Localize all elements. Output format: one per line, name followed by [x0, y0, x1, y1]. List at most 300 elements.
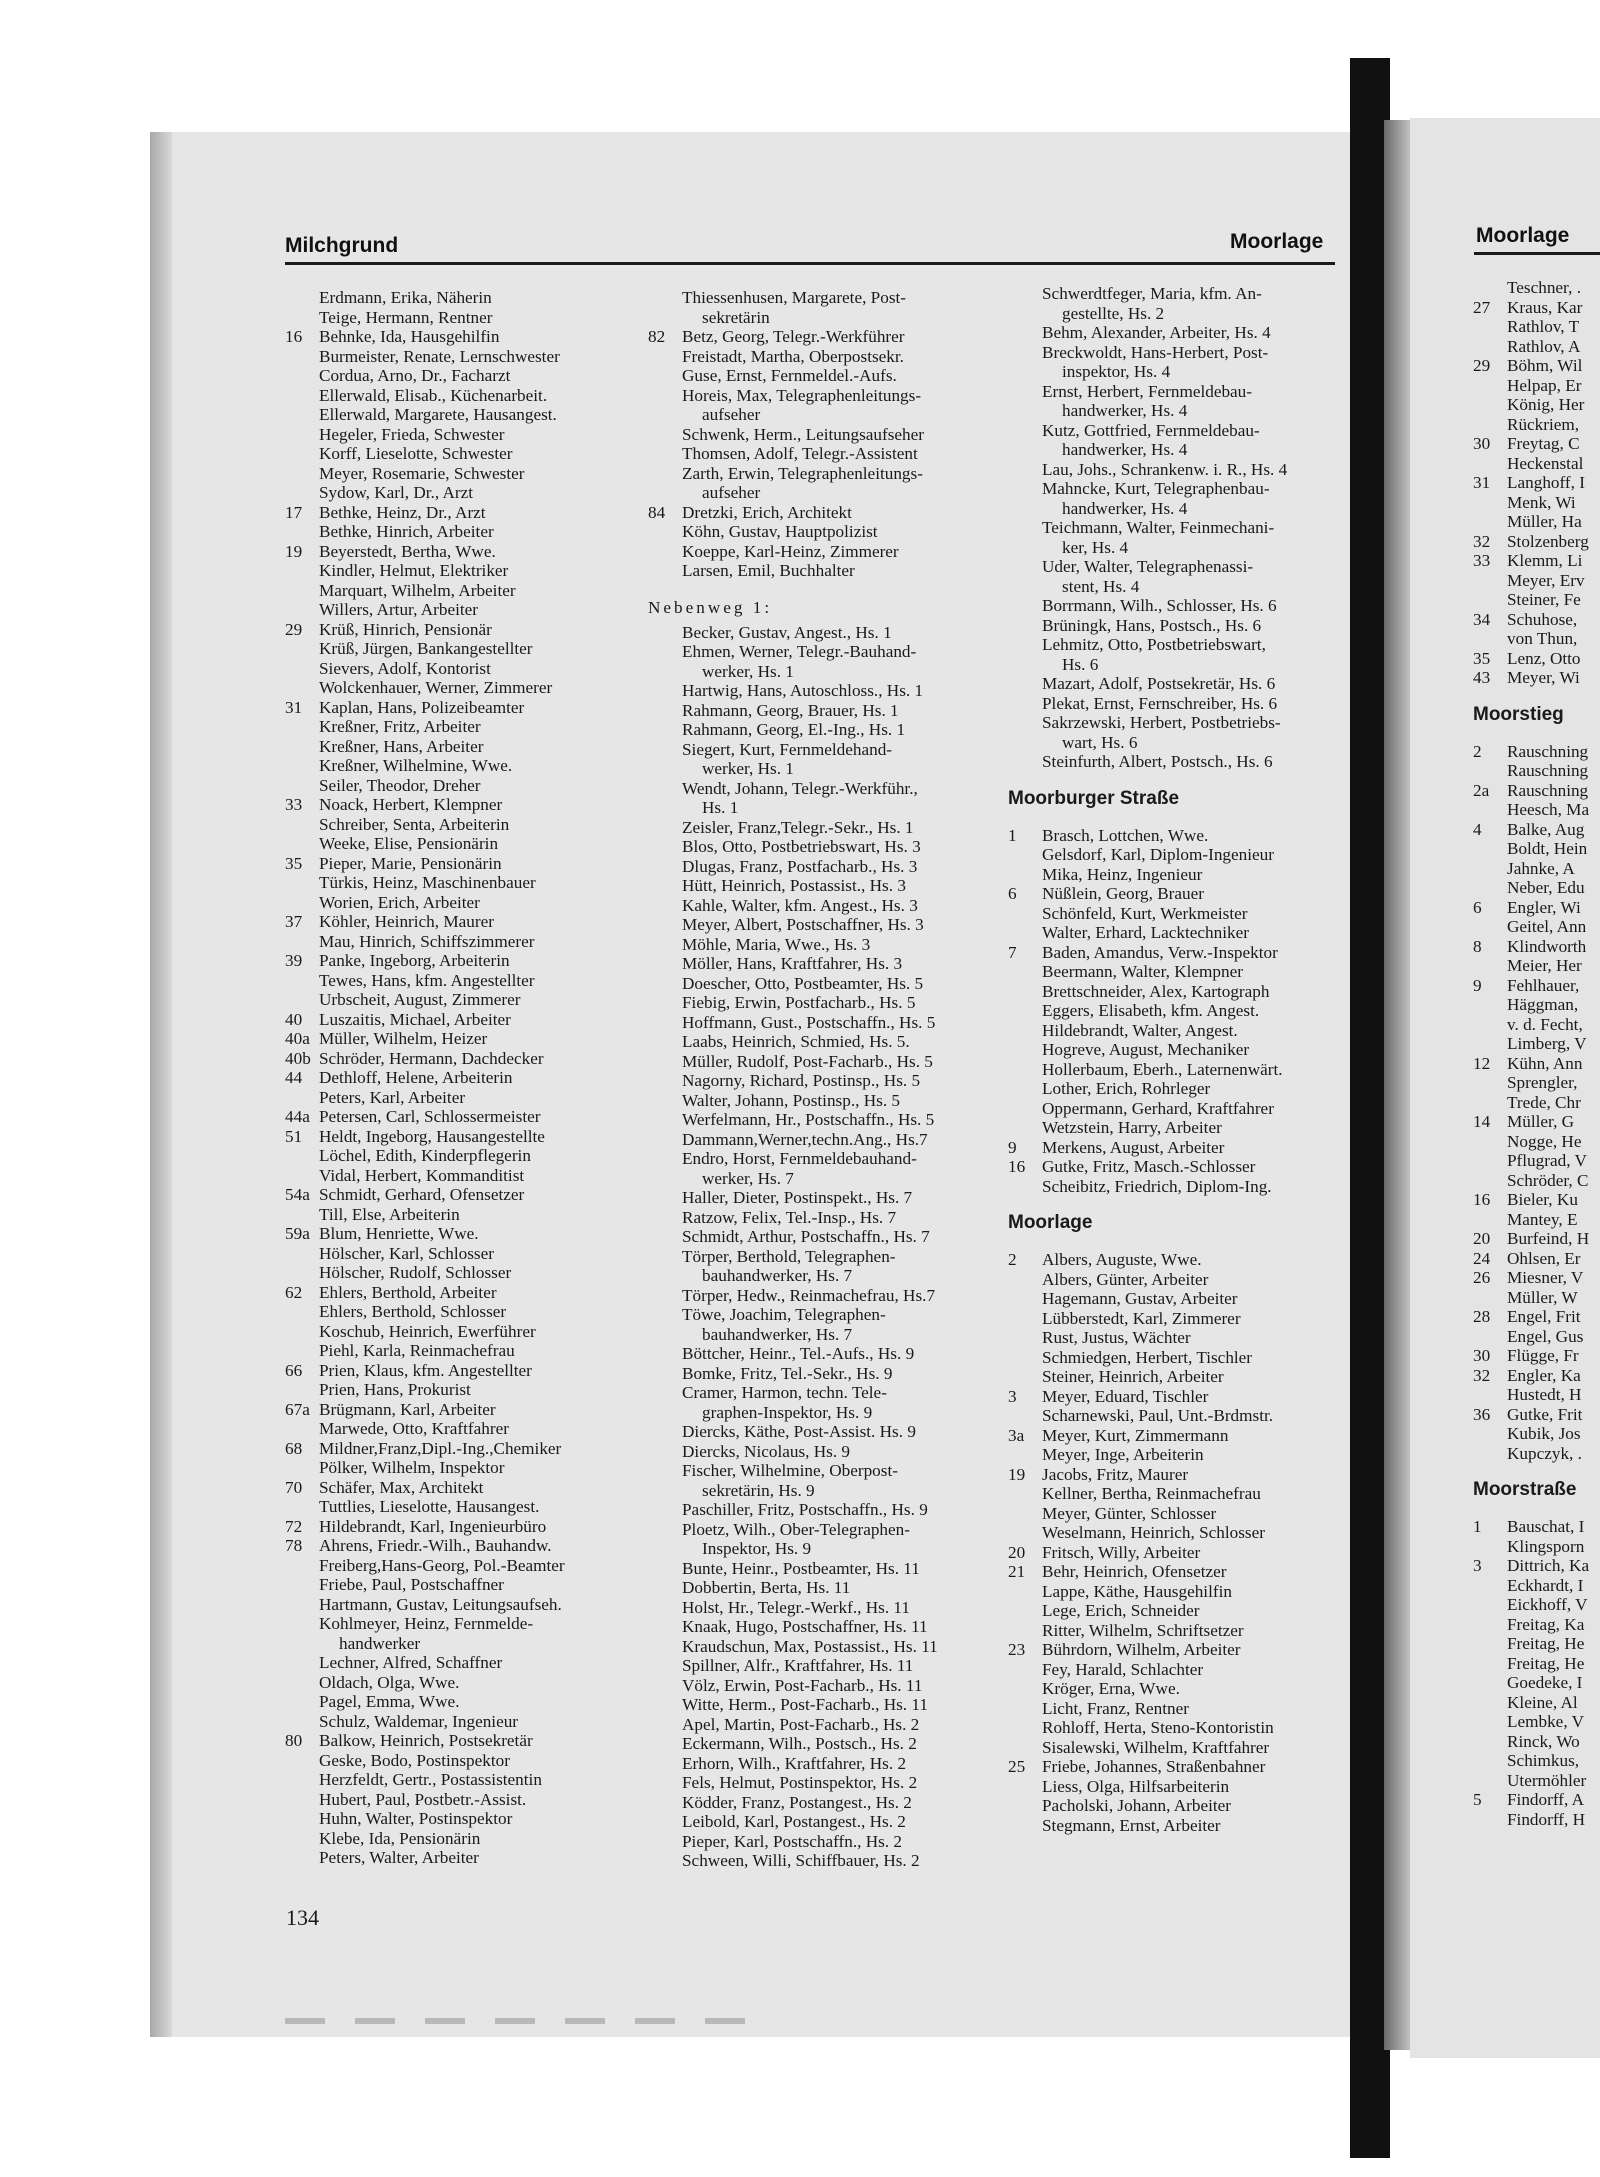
directory-entry	[648, 662, 998, 682]
house-number	[1473, 1424, 1507, 1444]
resident-entry: stent, Hs. 4	[1062, 576, 1140, 596]
directory-entry	[1008, 1348, 1348, 1368]
directory-entry	[1473, 976, 1600, 996]
resident-entry: Menk, Wi	[1507, 492, 1576, 512]
house-number	[1008, 1079, 1042, 1099]
directory-entry	[1473, 337, 1600, 357]
house-number	[1008, 1738, 1042, 1758]
right-page-column	[1473, 278, 1600, 1829]
house-number	[285, 1263, 319, 1283]
resident-entry: Geske, Bodo, Postinspektor	[319, 1750, 510, 1770]
house-number	[285, 561, 319, 581]
house-number	[285, 386, 319, 406]
directory-entry	[648, 1422, 998, 1442]
directory-entry	[1473, 995, 1600, 1015]
directory-entry	[648, 1110, 998, 1130]
house-number	[285, 308, 319, 328]
resident-entry: Doescher, Otto, Postbeamter, Hs. 5	[682, 973, 924, 993]
resident-entry: Schönfeld, Kurt, Werkmeister	[1042, 903, 1248, 923]
resident-entry: Klindworth	[1507, 936, 1587, 956]
directory-entry	[1008, 982, 1348, 1002]
directory-entry	[1008, 904, 1348, 924]
directory-entry	[648, 1052, 998, 1072]
resident-entry: Sisalewski, Wilhelm, Kraftfahrer	[1042, 1737, 1270, 1757]
resident-entry: Behr, Heinrich, Ofensetzer	[1042, 1562, 1227, 1581]
directory-entry	[1473, 1634, 1600, 1654]
house-number	[1008, 1679, 1042, 1699]
house-number	[1008, 1001, 1042, 1021]
directory-entry	[285, 951, 640, 971]
left-page-edge	[150, 132, 172, 2037]
resident-entry: Rathlov, A	[1507, 336, 1581, 356]
directory-entry	[648, 759, 998, 779]
resident-entry: Teichmann, Walter, Feinmechani-	[1042, 518, 1275, 537]
resident-entry: Oppermann, Gerhard, Kraftfahrer	[1042, 1098, 1274, 1118]
directory-entry	[648, 876, 998, 896]
directory-entry	[1473, 1171, 1600, 1191]
house-number	[648, 483, 682, 503]
house-number: 2a	[1473, 780, 1490, 800]
house-number	[285, 1673, 319, 1693]
resident-entry: Kutz, Gottfried, Fernmeldebau-	[1042, 420, 1260, 440]
resident-entry: Brügmann, Karl, Arbeiter	[319, 1399, 496, 1419]
resident-entry: Tewes, Hans, kfm. Angestellter	[319, 970, 535, 990]
resident-entry: Lenz, Otto	[1507, 648, 1581, 668]
house-number	[1473, 1615, 1507, 1635]
house-number	[648, 1481, 682, 1501]
directory-entry	[1473, 742, 1600, 762]
resident-entry: Ratzow, Felix, Tel.-Insp., Hs. 7	[682, 1207, 897, 1227]
resident-entry: Rückriem,	[1507, 414, 1580, 434]
directory-entry	[285, 444, 640, 464]
directory-entry	[1473, 1537, 1600, 1557]
house-number	[1008, 1445, 1042, 1465]
directory-entry	[285, 1673, 640, 1693]
directory-entry	[1008, 1177, 1348, 1197]
house-number	[1008, 1660, 1042, 1680]
directory-entry	[1473, 1810, 1600, 1830]
house-number	[648, 1500, 682, 1520]
house-number	[1473, 512, 1507, 532]
resident-entry: Witte, Herm., Post-Facharb., Hs. 11	[682, 1695, 928, 1714]
directory-entry	[1473, 1112, 1600, 1132]
resident-entry: Freistadt, Martha, Oberpostsekr.	[682, 346, 904, 366]
directory-entry	[1473, 551, 1600, 571]
resident-entry: Kreßner, Hans, Arbeiter	[319, 736, 484, 756]
house-number	[648, 623, 682, 643]
resident-entry: Kraudschun, Max, Postassist., Hs. 11	[682, 1636, 938, 1656]
house-number	[285, 1205, 319, 1225]
house-number	[1473, 590, 1507, 610]
directory-entry	[1008, 304, 1348, 324]
resident-entry: Kaplan, Hans, Polizeibeamter	[319, 697, 525, 717]
house-number: 30	[1473, 434, 1491, 453]
resident-entry: Köhler, Heinrich, Maurer	[319, 912, 494, 931]
resident-entry: Eggers, Elisabeth, kfm. Angest.	[1042, 1001, 1260, 1020]
resident-entry: Trede, Chr	[1507, 1092, 1581, 1112]
directory-entry	[1008, 518, 1348, 538]
directory-entry	[285, 327, 640, 347]
house-number: 12	[1473, 1053, 1491, 1073]
resident-entry: Ahrens, Friedr.-Wilh., Bauhandw.	[319, 1536, 552, 1555]
house-number	[1473, 1073, 1507, 1093]
house-number	[1008, 1021, 1042, 1041]
house-number	[648, 681, 682, 701]
directory-entry	[648, 1247, 998, 1267]
house-number	[1008, 1348, 1042, 1368]
house-number	[648, 1325, 682, 1345]
house-number	[648, 1130, 682, 1150]
house-number	[648, 935, 682, 955]
house-number	[1008, 460, 1042, 480]
house-number: 17	[285, 502, 303, 522]
resident-entry: Sydow, Karl, Dr., Arzt	[319, 483, 474, 502]
directory-entry	[1008, 1816, 1348, 1836]
directory-entry	[648, 720, 998, 740]
directory-entry	[648, 974, 998, 994]
resident-entry: Korff, Lieselotte, Schwester	[319, 444, 513, 463]
directory-entry	[1473, 434, 1600, 454]
resident-entry: Nagorny, Richard, Postinsp., Hs. 5	[682, 1071, 921, 1090]
house-number	[648, 1578, 682, 1598]
directory-entry	[1473, 1654, 1600, 1674]
directory-entry	[1008, 323, 1348, 343]
resident-entry: Lehmitz, Otto, Postbetriebswart,	[1042, 635, 1266, 654]
house-number	[285, 425, 319, 445]
resident-entry: Hütt, Heinrich, Postassist., Hs. 3	[682, 876, 906, 895]
street-heading	[1008, 1196, 1348, 1250]
resident-entry: Böhm, Wil	[1507, 356, 1583, 375]
house-number	[285, 1458, 319, 1478]
house-number	[285, 405, 319, 425]
house-number: 3a	[1008, 1425, 1025, 1445]
house-number	[1008, 1270, 1042, 1290]
house-number: 3	[1008, 1386, 1017, 1406]
resident-entry: Breckwoldt, Hans-Herbert, Post-	[1042, 342, 1269, 362]
resident-entry: Friebe, Johannes, Straßenbahner	[1042, 1757, 1266, 1776]
resident-entry: Heckenstal	[1507, 453, 1584, 473]
directory-entry	[1473, 800, 1600, 820]
directory-entry	[1008, 694, 1348, 714]
directory-entry	[285, 425, 640, 445]
resident-entry: Utermöhler	[1507, 1770, 1587, 1790]
directory-entry	[285, 1575, 640, 1595]
resident-entry: Kahle, Walter, kfm. Angest., Hs. 3	[682, 895, 918, 915]
resident-entry: Krüß, Jürgen, Bankangestellter	[319, 639, 533, 658]
resident-entry: Hoffmann, Gust., Postschaffn., Hs. 5	[682, 1012, 936, 1032]
column-1	[285, 288, 640, 1868]
house-number	[1008, 577, 1042, 597]
house-number: 20	[1008, 1542, 1026, 1562]
resident-entry: Liess, Olga, Hilfsarbeiterin	[1042, 1776, 1230, 1796]
directory-entry	[1473, 1229, 1600, 1249]
directory-entry	[285, 1439, 640, 1459]
heading-text: Moorlage	[1008, 1212, 1093, 1234]
resident-entry: Findorff, H	[1507, 1809, 1585, 1829]
directory-entry	[1008, 1465, 1348, 1485]
resident-entry: inspektor, Hs. 4	[1062, 362, 1171, 381]
resident-entry: Scharnewski, Paul, Unt.-Brdmstr.	[1042, 1406, 1274, 1425]
directory-entry	[1473, 356, 1600, 376]
directory-entry	[1008, 343, 1348, 363]
house-number	[648, 1071, 682, 1091]
directory-entry	[285, 1790, 640, 1810]
resident-entry: Bunte, Heinr., Postbeamter, Hs. 11	[682, 1558, 920, 1578]
directory-entry	[648, 1032, 998, 1052]
resident-entry: handwerker, Hs. 4	[1062, 401, 1188, 420]
resident-entry: Ehlers, Berthold, Schlosser	[319, 1302, 507, 1321]
resident-entry: Werfelmann, Hr., Postschaffn., Hs. 5	[682, 1110, 935, 1129]
resident-entry: Blum, Henriette, Wwe.	[319, 1224, 479, 1243]
house-number: 59a	[285, 1224, 310, 1243]
directory-entry	[1008, 884, 1348, 904]
directory-entry	[285, 1458, 640, 1478]
directory-entry	[1473, 1288, 1600, 1308]
house-number	[1473, 1034, 1507, 1054]
directory-entry	[1008, 1406, 1348, 1426]
resident-entry: Geitel, Ann	[1507, 917, 1587, 936]
house-number	[285, 717, 319, 737]
directory-entry	[1473, 1790, 1600, 1810]
house-number: 82	[648, 327, 666, 346]
resident-entry: gestellte, Hs. 2	[1062, 303, 1165, 323]
resident-entry: handwerker	[339, 1633, 421, 1653]
directory-entry	[1008, 499, 1348, 519]
directory-entry	[648, 386, 998, 406]
directory-entry	[648, 1793, 998, 1813]
resident-entry: Ellerwald, Margarete, Hausangest.	[319, 405, 557, 424]
house-number	[285, 1322, 319, 1342]
house-number	[1473, 1673, 1507, 1693]
directory-entry	[1008, 1367, 1348, 1387]
directory-entry	[648, 1637, 998, 1657]
directory-entry	[285, 288, 640, 308]
house-number	[648, 1169, 682, 1189]
house-number	[1008, 1484, 1042, 1504]
house-number: 66	[285, 1360, 303, 1380]
directory-entry	[285, 1224, 640, 1244]
spacer	[648, 581, 998, 593]
directory-entry	[285, 1497, 640, 1517]
house-number	[648, 1032, 682, 1052]
resident-entry: Brüningk, Hans, Postsch., Hs. 6	[1042, 615, 1262, 635]
house-number	[1473, 1771, 1507, 1791]
directory-entry	[648, 1481, 998, 1501]
directory-entry	[285, 854, 640, 874]
house-number	[648, 1110, 682, 1130]
resident-entry: Walter, Erhard, Lacktechniker	[1042, 923, 1249, 942]
resident-entry: Möhle, Maria, Wwe., Hs. 3	[682, 934, 871, 954]
house-number	[648, 1617, 682, 1637]
directory-entry	[1473, 1405, 1600, 1425]
resident-entry: Prien, Hans, Prokurist	[319, 1380, 471, 1399]
resident-entry: Knaak, Hugo, Postschaffner, Hs. 11	[682, 1617, 928, 1636]
house-number	[648, 1188, 682, 1208]
directory-entry	[648, 1617, 998, 1637]
directory-entry	[648, 1520, 998, 1540]
house-number	[1008, 440, 1042, 460]
resident-entry: Wolckenhauer, Werner, Zimmerer	[319, 678, 553, 697]
resident-entry: Herzfeldt, Gertr., Postassistentin	[319, 1770, 542, 1789]
directory-entry	[285, 1029, 640, 1049]
resident-entry: Tuttlies, Lieselotte, Hausangest.	[319, 1497, 540, 1516]
resident-entry: Rohloff, Herta, Steno-Kontoristin	[1042, 1718, 1274, 1737]
resident-entry: Nogge, He	[1507, 1131, 1582, 1151]
house-number	[1473, 995, 1507, 1015]
house-number	[648, 542, 682, 562]
resident-entry: Meyer, Wi	[1507, 668, 1580, 687]
resident-entry: Mika, Heinz, Ingenieur	[1042, 864, 1203, 884]
column-2	[648, 288, 998, 1871]
house-number: 23	[1008, 1640, 1026, 1659]
resident-entry: Mantey, E	[1507, 1209, 1578, 1229]
resident-entry: Kreßner, Wilhelmine, Wwe.	[319, 756, 513, 775]
house-number	[285, 1634, 319, 1654]
directory-entry	[1008, 1445, 1348, 1465]
house-number	[648, 798, 682, 818]
house-number	[648, 642, 682, 662]
resident-entry: Steinfurth, Albert, Postsch., Hs. 6	[1042, 752, 1273, 771]
house-number: 62	[285, 1282, 303, 1302]
resident-entry: Hölscher, Karl, Schlosser	[319, 1243, 494, 1263]
directory-entry	[648, 1578, 998, 1598]
directory-entry	[285, 1068, 640, 1088]
house-number	[285, 932, 319, 952]
resident-entry: Pacholski, Johann, Arbeiter	[1042, 1796, 1232, 1815]
directory-entry	[1008, 733, 1348, 753]
house-number	[648, 1637, 682, 1657]
directory-entry	[1008, 845, 1348, 865]
house-number	[285, 1751, 319, 1771]
resident-entry: Krüß, Hinrich, Pensionär	[319, 619, 492, 639]
directory-entry	[648, 740, 998, 760]
house-number	[285, 347, 319, 367]
resident-entry: Friebe, Paul, Postschaffner	[319, 1575, 504, 1594]
resident-entry: Müller, G	[1507, 1112, 1575, 1131]
house-number	[1008, 1582, 1042, 1602]
resident-entry: Lechner, Alfred, Schaffner	[319, 1653, 503, 1672]
house-number	[1473, 376, 1507, 396]
resident-entry: Balke, Aug	[1507, 819, 1585, 839]
resident-entry: Hölscher, Rudolf, Schlosser	[319, 1263, 512, 1282]
directory-entry	[285, 1127, 640, 1147]
directory-entry	[648, 1812, 998, 1832]
house-number	[1473, 1693, 1507, 1713]
heading-text: Moorburger Straße	[1008, 787, 1180, 809]
house-number: 72	[285, 1516, 303, 1536]
resident-entry: Dittrich, Ka	[1507, 1556, 1590, 1575]
house-number	[1473, 859, 1507, 879]
resident-entry: Fritsch, Willy, Arbeiter	[1042, 1542, 1201, 1562]
house-number	[648, 1305, 682, 1325]
house-number: 1	[1008, 825, 1017, 845]
directory-entry	[285, 1166, 640, 1186]
directory-entry	[648, 327, 998, 347]
resident-entry: Sievers, Adolf, Kontorist	[319, 658, 491, 678]
resident-entry: Ehlers, Berthold, Arbeiter	[319, 1282, 497, 1302]
resident-entry: Hustedt, H	[1507, 1385, 1582, 1404]
directory-entry	[285, 893, 640, 913]
directory-entry	[285, 795, 640, 815]
house-number	[648, 1422, 682, 1442]
directory-entry	[1008, 1118, 1348, 1138]
directory-entry	[1008, 1679, 1348, 1699]
house-number	[1008, 518, 1042, 538]
resident-entry: Endro, Horst, Fernmeldebauhand-	[682, 1149, 917, 1168]
directory-entry	[648, 1734, 998, 1754]
directory-entry	[285, 971, 640, 991]
house-number	[285, 1575, 319, 1595]
resident-entry: Erdmann, Erika, Näherin	[319, 288, 492, 307]
resident-entry: Köhn, Gustav, Hauptpolizist	[682, 522, 878, 541]
running-header-left: Milchgrund	[285, 234, 399, 257]
resident-entry: Teschner, .	[1507, 278, 1581, 297]
directory-entry	[648, 1695, 998, 1715]
directory-entry	[648, 915, 998, 935]
house-number: 1	[1473, 1517, 1482, 1536]
resident-entry: Zarth, Erwin, Telegraphenleitungs-	[682, 463, 923, 483]
resident-entry: Schulz, Waldemar, Ingenieur	[319, 1711, 519, 1731]
house-number	[648, 662, 682, 682]
house-number	[648, 1676, 682, 1696]
directory-entry	[1473, 1556, 1600, 1576]
directory-entry	[1473, 1444, 1600, 1464]
house-number: 25	[1008, 1757, 1026, 1776]
directory-entry	[285, 1049, 640, 1069]
directory-entry	[1473, 590, 1600, 610]
directory-entry	[1008, 826, 1348, 846]
directory-entry	[285, 600, 640, 620]
house-number	[648, 1773, 682, 1793]
house-number	[648, 1247, 682, 1267]
resident-entry: Schreiber, Senta, Arbeiterin	[319, 814, 510, 834]
resident-entry: Freitag, He	[1507, 1653, 1585, 1673]
resident-entry: Diercks, Nicolaus, Hs. 9	[682, 1441, 851, 1461]
resident-entry: Törper, Hedw., Reinmachefrau, Hs.7	[682, 1285, 936, 1305]
resident-entry: Fels, Helmut, Postinspektor, Hs. 2	[682, 1773, 918, 1792]
resident-entry: wart, Hs. 6	[1062, 732, 1138, 752]
directory-entry	[1008, 1099, 1348, 1119]
directory-entry	[285, 1595, 640, 1615]
house-number	[285, 366, 319, 386]
resident-entry: Meyer, Rosemarie, Schwester	[319, 463, 525, 483]
street-heading	[1473, 688, 1600, 742]
directory-entry	[1473, 1673, 1600, 1693]
directory-entry	[285, 659, 640, 679]
directory-entry	[285, 1380, 640, 1400]
directory-entry	[285, 1536, 640, 1556]
resident-entry: Mazart, Adolf, Postsekretär, Hs. 6	[1042, 674, 1276, 693]
resident-entry: Helpap, Er	[1507, 375, 1582, 395]
directory-entry	[1473, 376, 1600, 396]
house-number	[648, 1656, 682, 1676]
directory-entry	[1473, 898, 1600, 918]
directory-entry	[1473, 839, 1600, 859]
resident-entry: Hs. 1	[702, 798, 739, 817]
directory-entry	[1008, 1138, 1348, 1158]
directory-entry	[1473, 1346, 1600, 1366]
resident-entry: Fey, Harald, Schlachter	[1042, 1659, 1204, 1679]
house-number	[1473, 1210, 1507, 1230]
directory-entry	[1008, 1699, 1348, 1719]
resident-entry: sekretärin	[702, 307, 770, 327]
house-number	[1473, 1810, 1507, 1830]
resident-entry: Ehmen, Werner, Telegr.-Bauhand-	[682, 642, 917, 661]
resident-entry: Larsen, Emil, Buchhalter	[682, 561, 855, 580]
directory-entry	[285, 1263, 640, 1283]
house-number: 32	[1473, 531, 1491, 551]
directory-entry	[648, 542, 998, 562]
